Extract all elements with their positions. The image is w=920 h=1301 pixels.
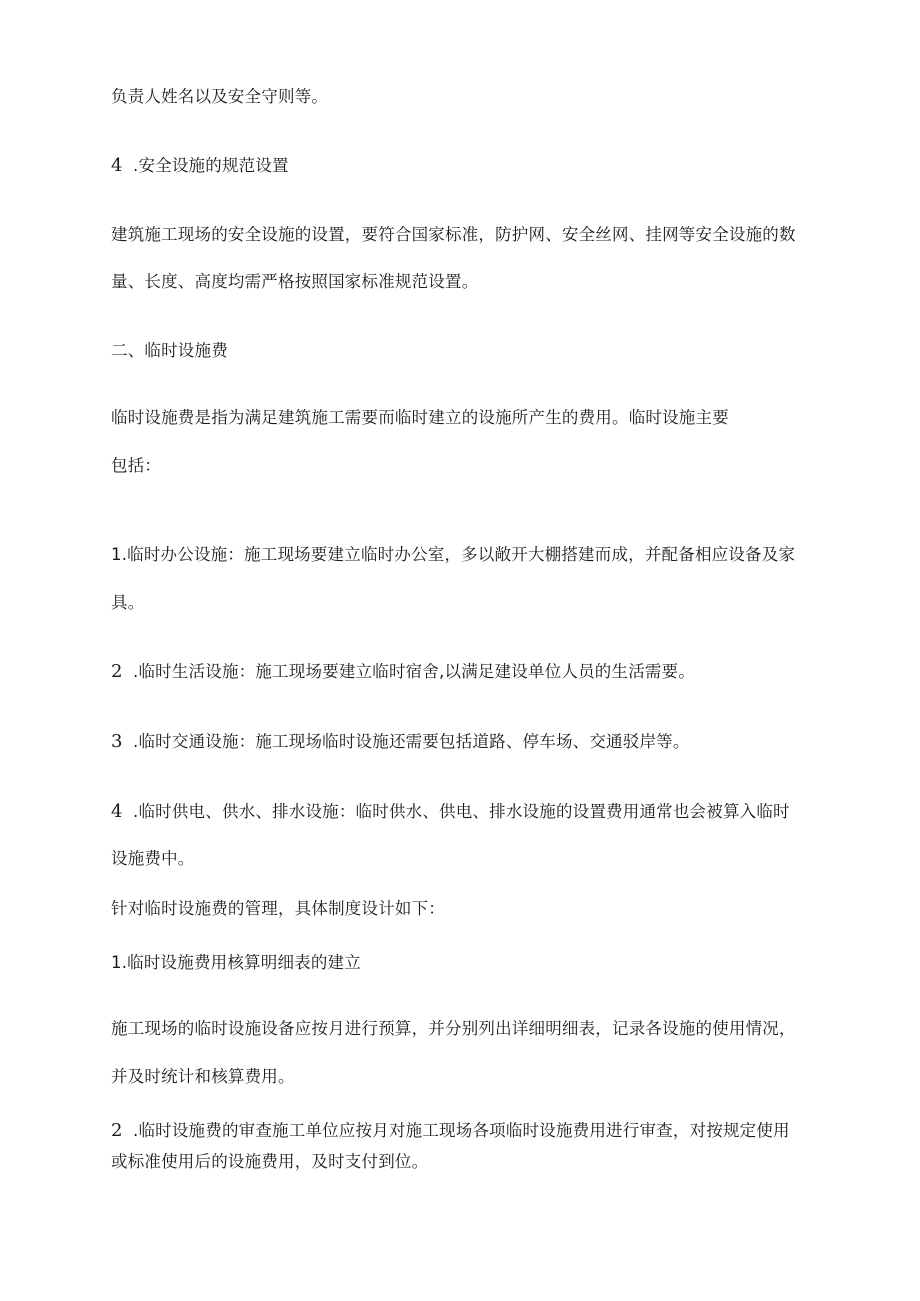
item-text: .临时交通设施：施工现场临时设施还需要包括道路、停车场、交通驳岸等。 bbox=[133, 732, 690, 751]
item-number: 2 bbox=[111, 661, 123, 682]
heading-text: .安全设施的规范设置 bbox=[133, 156, 289, 175]
item-number: 3 bbox=[111, 731, 123, 752]
text-line: 1.临时办公设施：施工现场要建立临时办公室，多以敞开大棚搭建而成，并配备相应设备及家 bbox=[111, 545, 796, 564]
item-number: 2 bbox=[111, 1120, 123, 1141]
list-item bbox=[111, 661, 695, 683]
text-line: 负责人姓名以及安全守则等。 bbox=[111, 87, 329, 106]
item-text: .临时供电、供水、排水设施：临时供水、供电、排水设施的设置费用通常也会被算入临时 bbox=[133, 802, 790, 821]
item-text: .临时设施费的审查施工单位应按月对施工现场各项临时设施费用进行审查，对按规定使用 bbox=[133, 1121, 790, 1140]
section-heading: 1.临时设施费用核算明细表的建立 bbox=[111, 953, 361, 972]
text-line: 设施费中。 bbox=[111, 849, 195, 868]
list-item bbox=[111, 731, 690, 753]
list-item bbox=[111, 801, 790, 823]
text-line: 量、长度、高度均需严格按照国家标准规范设置。 bbox=[111, 272, 479, 291]
item-number: 4 bbox=[111, 801, 123, 822]
section-heading bbox=[111, 155, 289, 177]
text-line: 针对临时设施费的管理，具体制度设计如下： bbox=[111, 899, 445, 918]
item-number: 4 bbox=[111, 155, 123, 176]
text-line: 并及时统计和核算费用。 bbox=[111, 1067, 295, 1086]
text-line: 施工现场的临时设施设备应按月进行预算，并分别列出详细明细表，记录各设施的使用情况， bbox=[111, 1019, 796, 1038]
text-line: 具。 bbox=[111, 593, 145, 612]
section-heading: 二、临时设施费 bbox=[111, 341, 228, 360]
text-line: 或标准使用后的设施费用，及时支付到位。 bbox=[111, 1152, 429, 1171]
list-item bbox=[111, 1120, 790, 1142]
item-text: .临时生活设施：施工现场要建立临时宿舍,以满足建设单位人员的生活需要。 bbox=[133, 662, 695, 681]
text-line: 建筑施工现场的安全设施的设置，要符合国家标准，防护网、安全丝网、挂网等安全设施的数 bbox=[111, 225, 796, 244]
text-line: 包括： bbox=[111, 456, 162, 475]
text-line: 临时设施费是指为满足建筑施工需要而临时建立的设施所产生的费用。临时设施主要 bbox=[111, 408, 729, 427]
